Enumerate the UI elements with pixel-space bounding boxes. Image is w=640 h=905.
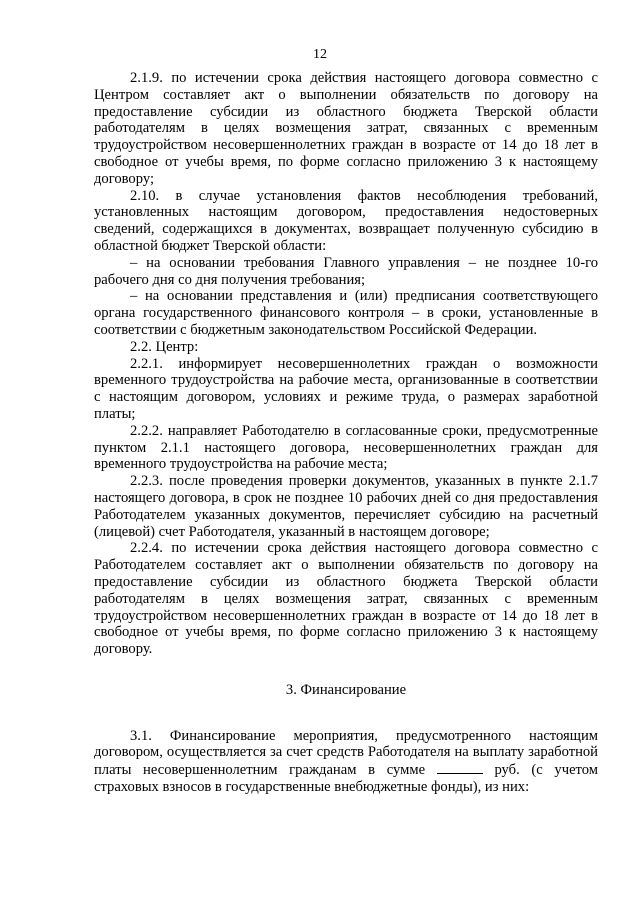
clause-2-10-item-2: – на основании представления и (или) предписания соответствующего органа государственного финансового контроля – в сроки, установленные в соответствии с бюджетным законодательством Российской Федерации. xyxy=(94,288,598,338)
clause-2-10: 2.10. в случае установления фактов несоблюдения требований, установленных настоящим договором, предоставления недостоверных сведений, содержащихся в документах, возвращает полученную субсидию в областной бюджет Тверской области: xyxy=(94,187,598,254)
clause-3-1-text-end: руб. (с учетом страховых взносов в государственные внебюджетные фонды), из них: xyxy=(94,762,598,796)
section-heading: 3. Финансирование xyxy=(285,681,407,698)
clause-3-1 xyxy=(94,728,598,796)
clause-2-2: 2.2. Центр: xyxy=(130,338,199,355)
amount-blank xyxy=(437,761,483,774)
clause-3-1-text-start: 3.1. Финансирование мероприятия, предусмотренного настоящим договором, осуществляется за счет средств Работодателя на выплату заработной платы несовершеннолетним гражданам в сумме xyxy=(94,727,598,779)
clause-2-2-4: 2.2.4. по истечении срока действия настоящего договора совместно с Работодателем составляет акт о выполнении обязательств по договору на предоставление субсидии из областного бюджета Тверской области работодателям в целях возмещения затрат, связанных с временным трудоустройством несовершеннолетних граждан в возрасте от 14 до 18 лет в свободное от учебы время, по форме согласно приложению 3 к настоящему договору. xyxy=(94,540,598,658)
clause-2-1-9: 2.1.9. по истечении срока действия настоящего договора совместно с Центром составляет акт о выполнении обязательств по договору на предоставление субсидии из областного бюджета Тверской области работодателям в целях возмещения затрат, связанных с временным трудоустройством несовершеннолетних граждан в возрасте от 14 до 18 лет в свободное от учебы время, по форме согласно приложению 3 к настоящему договору; xyxy=(94,70,598,187)
clause-2-2-2: 2.2.2. направляет Работодателю в согласованные сроки, предусмотренные пунктом 2.1.1 настоящего договора, несовершеннолетних граждан для временного трудоустройства на рабочие места; xyxy=(94,422,598,473)
clause-2-10-item-1: – на основании требования Главного управления – не позднее 10-го рабочего дня со дня получения требования; xyxy=(94,254,598,288)
clause-2-2-1: 2.2.1. информирует несовершеннолетних граждан о возможности временного трудоустройства на рабочие места, организованные в соответствии с настоящим договором, условиях и режиме труда, о размерах заработной платы; xyxy=(94,355,598,422)
document-body xyxy=(94,70,598,796)
page-number: 12 xyxy=(313,47,327,62)
clause-2-2-3: 2.2.3. после проведения проверки документов, указанных в пункте 2.1.7 настоящего договора, в срок не позднее 10 рабочих дней со дня предоставления Работодателем указанных документов, перечисляет субсидию на расчетный (лицевой) счет Работодателя, указанный в настоящем договоре; xyxy=(94,473,598,540)
